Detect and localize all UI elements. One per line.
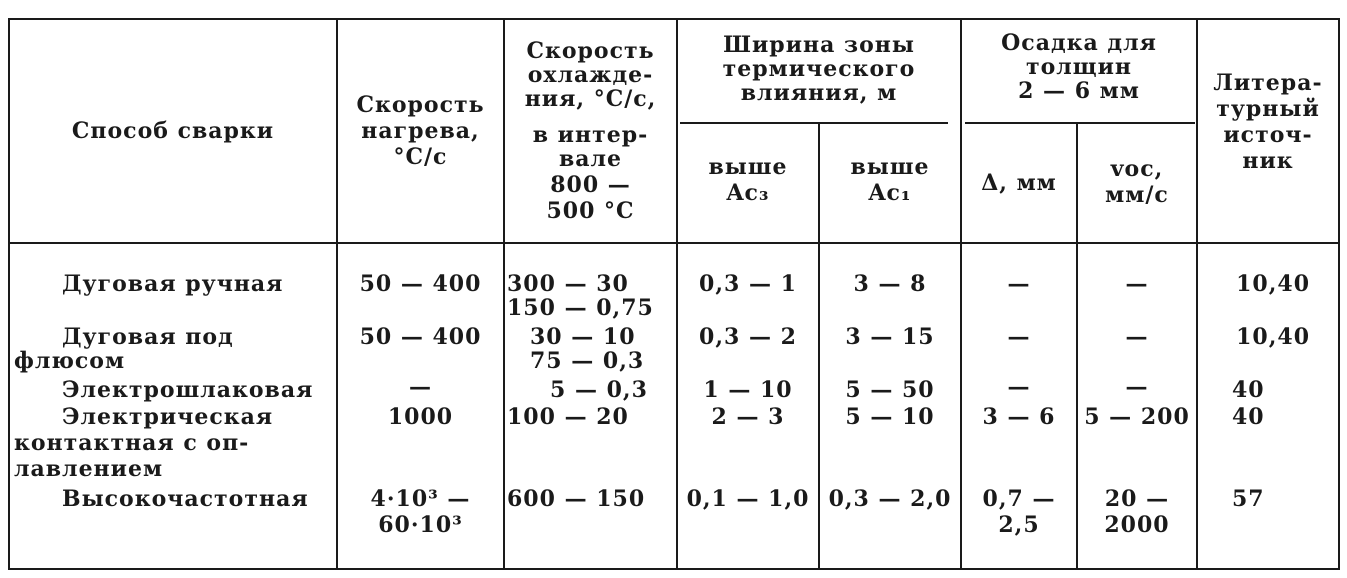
header-delta: Δ, мм	[981, 170, 1057, 196]
header-heat-line: нагрева,	[361, 118, 480, 144]
header-haz-line: термического	[722, 56, 916, 82]
header-upset-line: Осадка для	[1001, 30, 1157, 56]
header-above-ac3-line: выше	[708, 154, 788, 180]
header-upset-line: 2 — 6 мм	[1018, 78, 1140, 104]
row4-delta: 3 — 6	[982, 404, 1056, 430]
header-cool-line: охлажде-	[527, 62, 654, 88]
row4-vos: 5 — 200	[1084, 404, 1190, 430]
row3-delta: —	[1007, 374, 1031, 400]
header-heat-line: Скорость	[356, 92, 485, 118]
row4-heat: 1000	[387, 404, 454, 430]
row5-ac3: 0,1 — 1,0	[686, 486, 810, 512]
header-cool-line: в интер-	[532, 122, 649, 148]
group-subheader-rule-1	[680, 122, 948, 124]
header-bottom-rule	[8, 242, 1340, 244]
row3-ac3: 1 — 10	[703, 377, 793, 403]
row4-method: Электрическая	[62, 404, 274, 430]
row5-vos-2: 2000	[1104, 512, 1170, 538]
row4-ac3: 2 — 3	[711, 404, 785, 430]
row1-vos: —	[1125, 271, 1149, 297]
header-cool-line: ния, °С/с,	[524, 86, 657, 112]
header-haz-line: влияния, м	[740, 80, 898, 106]
row2-method-2: флюсом	[14, 348, 126, 374]
row5-delta-2: 2,5	[998, 512, 1040, 538]
row5-method: Высокочастотная	[62, 486, 309, 512]
header-cool-line: 500 °С	[546, 198, 635, 224]
row3-heat: —	[409, 374, 432, 400]
row1-heat: 50 — 400	[359, 271, 482, 297]
row3-source: 40	[1232, 377, 1265, 403]
col-rule-right	[1338, 18, 1340, 570]
row3-cool: 5 — 0,3	[550, 377, 648, 403]
header-cool-line: вале	[558, 146, 623, 172]
row2-cool: 30 — 10	[530, 324, 636, 350]
row2-cool-2: 75 — 0,3	[530, 348, 645, 374]
header-above-ac1-line: выше	[850, 154, 930, 180]
row2-ac1: 3 — 15	[845, 324, 935, 350]
row5-ac1: 0,3 — 2,0	[828, 486, 952, 512]
header-vos-line: vос,	[1110, 156, 1164, 182]
header-upset-line: толщин	[1025, 54, 1133, 80]
row5-source: 57	[1232, 486, 1265, 512]
row5-heat: 4·10³ —	[370, 486, 471, 512]
row2-ac3: 0,3 — 2	[699, 324, 797, 350]
row1-source: 10,40	[1236, 271, 1310, 297]
header-source-line: ник	[1242, 148, 1294, 174]
row5-cool: 600 — 150	[507, 486, 646, 512]
group-subheader-rule-2	[965, 122, 1195, 124]
row1-delta: —	[1007, 271, 1031, 297]
header-vos-line: мм/с	[1105, 182, 1169, 208]
table-top-rule	[8, 18, 1340, 20]
row4-cool: 100 — 20	[507, 404, 629, 430]
row1-cool: 300 — 30	[507, 271, 629, 297]
row1-method: Дуговая ручная	[62, 271, 284, 297]
header-heat-line: °С/с	[393, 144, 448, 170]
header-haz-line: Ширина зоны	[723, 32, 915, 58]
header-source-line: турный	[1216, 96, 1320, 122]
header-above-ac1-line: Aс₁	[868, 180, 912, 206]
header-above-ac3-line: Aс₃	[726, 180, 770, 206]
row1-ac1: 3 — 8	[853, 271, 927, 297]
row3-method: Электрошлаковая	[62, 377, 314, 403]
row3-ac1: 5 — 50	[845, 377, 935, 403]
row4-method-3: лавлением	[14, 456, 164, 482]
header-source-line: Литера-	[1213, 70, 1323, 96]
row5-vos: 20 —	[1104, 486, 1170, 512]
row2-source: 10,40	[1236, 324, 1310, 350]
row4-ac1: 5 — 10	[845, 404, 935, 430]
row4-method-2: контактная с оп-	[14, 430, 250, 456]
header-source-line: источ-	[1223, 122, 1313, 148]
header-method: Способ сварки	[71, 118, 275, 144]
row2-method: Дуговая под	[62, 324, 234, 350]
row2-vos: —	[1125, 324, 1149, 350]
row3-vos: —	[1125, 374, 1149, 400]
row2-delta: —	[1007, 324, 1031, 350]
header-cool-line: 800 —	[550, 172, 631, 198]
row4-source: 40	[1232, 404, 1265, 430]
table-bottom-rule	[8, 568, 1340, 570]
row5-heat-2: 60·10³	[378, 512, 463, 538]
col-rule-left	[8, 18, 10, 570]
row5-delta: 0,7 —	[982, 486, 1056, 512]
header-cool-line: Скорость	[526, 38, 655, 64]
row1-ac3: 0,3 — 1	[699, 271, 797, 297]
row2-heat: 50 — 400	[359, 324, 482, 350]
row1-cool-2: 150 — 0,75	[507, 295, 654, 321]
